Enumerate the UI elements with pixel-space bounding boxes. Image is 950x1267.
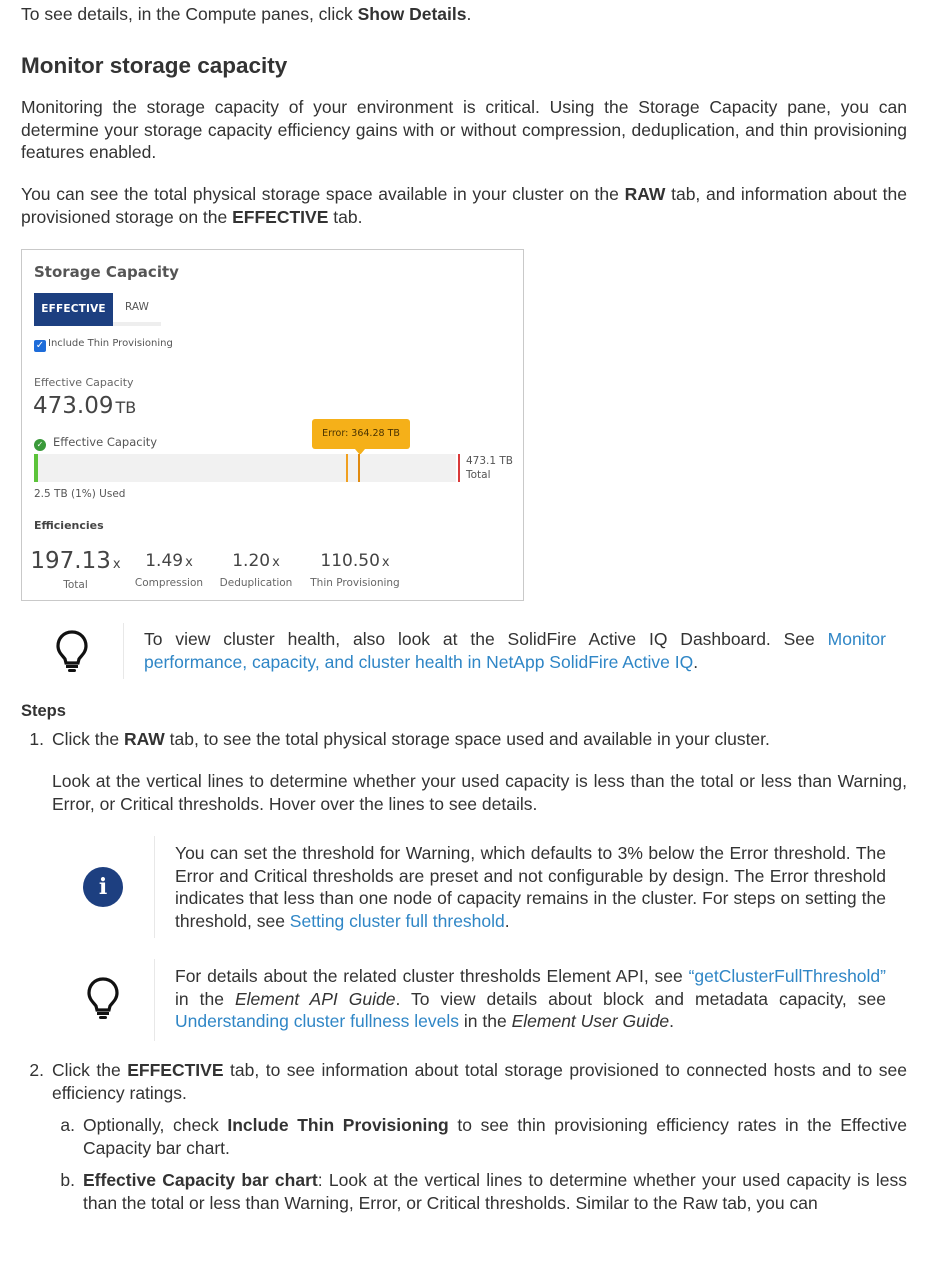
steps-heading: Steps xyxy=(21,702,66,720)
lightbulb-icon xyxy=(21,629,123,679)
step-number: 2. xyxy=(29,1060,44,1080)
efficiencies-heading: Efficiencies xyxy=(34,519,104,532)
metric-total: 197.13 x Total xyxy=(30,548,121,591)
capacity-tabs xyxy=(34,293,161,326)
capacity-legend: ✓ Effective Capacity xyxy=(34,434,157,451)
substep-letter: b. xyxy=(60,1170,75,1190)
storage-capacity-widget xyxy=(21,249,524,601)
effective-capacity-label: Effective Capacity xyxy=(34,376,134,389)
error-threshold-tooltip: Error: 364.28 TB xyxy=(312,419,410,449)
paragraph-monitoring: Monitoring the storage capacity of your environment is critical. Using the Storage Capacity pane, you can determine your storage capacity efficiency gains with or without compression, deduplication, and thin provisioning features enabled. xyxy=(21,97,907,162)
cluster-fullness-levels-link[interactable]: Understanding cluster fullness levels xyxy=(175,1011,460,1031)
check-circle-icon: ✓ xyxy=(34,439,46,451)
checkmark-icon: ✓ xyxy=(35,340,45,351)
substep-a-text: Optionally, check Include Thin Provisioning to see thin provisioning efficiency rates in the Effective Capacity bar chart. xyxy=(83,1115,907,1158)
total-capacity-line[interactable] xyxy=(458,454,460,482)
metric-deduplication: 1.20 x Deduplication xyxy=(219,551,293,589)
total-capacity-label: 473.1 TB Total xyxy=(466,455,514,481)
metric-compression: 1.49 x Compression xyxy=(134,551,204,589)
include-thin-provisioning-checkbox[interactable]: ✓ Include Thin Provisioning xyxy=(35,338,173,351)
widget-title: Storage Capacity xyxy=(34,263,179,281)
metric-thin-provisioning: 110.50 x Thin Provisioning xyxy=(310,551,400,589)
tip-admonition xyxy=(21,623,887,679)
step-1-text: Click the RAW tab, to see the total physical storage space used and available in your cluster. xyxy=(52,729,770,749)
note-text: You can set the threshold for Warning, which defaults to 3% below the Error threshold. The Error and Critical thresholds are preset and not configurable by design. The Error threshold indicates that less than one node of capacity remains in the cluster. For steps on setting the threshold, see Setting cluster full threshold. xyxy=(175,843,886,931)
info-icon: i xyxy=(52,867,154,907)
get-cluster-full-threshold-link[interactable]: “getClusterFullThreshold” xyxy=(688,966,886,986)
tip-admonition-2 xyxy=(52,959,887,1041)
used-capacity-label: 2.5 TB (1%) Used xyxy=(34,488,126,500)
note-admonition xyxy=(52,836,887,938)
step-2-text: Click the EFFECTIVE tab, to see information about total storage provisioned to connected hosts and to see efficiency ratings. xyxy=(52,1060,907,1103)
step-1-paragraph: Look at the vertical lines to determine whether your used capacity is less than the total or less than Warning, Error, or Critical thresholds. Hover over the lines to see details. xyxy=(52,771,907,814)
warning-threshold-line[interactable] xyxy=(346,454,348,482)
capacity-bar xyxy=(34,454,456,482)
tip-2-text: For details about the related cluster thresholds Element API, see “getClusterFullThreshold” in the Element API Guide. To view details about block and metadata capacity, see Understanding cluster fullness levels in the Element User Guide. xyxy=(175,966,886,1031)
paragraph-tabs: You can see the total physical storage space available in your cluster on the RAW tab, and information about the provisioned storage on the EFFECTIVE tab. xyxy=(21,184,907,227)
tab-effective[interactable]: EFFECTIVE xyxy=(34,293,113,326)
step-number: 1. xyxy=(29,729,44,749)
tab-raw[interactable]: RAW xyxy=(125,301,149,313)
intro-text: To see details, in the Compute panes, click Show Details. xyxy=(21,4,472,24)
active-iq-link[interactable]: Monitor performance, capacity, and cluster health in NetApp SolidFire Active IQ xyxy=(144,629,886,672)
tip-text: To view cluster health, also look at the SolidFire Active IQ Dashboard. See Monitor performance, capacity, and cluster health in NetApp SolidFire Active IQ. xyxy=(144,629,886,672)
substep-b-text: Effective Capacity bar chart: Look at the vertical lines to determine whether your used capacity is less than the total or less than Warning, Error, or Critical thresholds. Similar to the Raw tab, you can xyxy=(83,1170,907,1213)
substep-letter: a. xyxy=(60,1115,75,1135)
error-threshold-line[interactable] xyxy=(358,454,360,482)
used-capacity-fill xyxy=(34,454,38,482)
section-heading: Monitor storage capacity xyxy=(21,53,288,78)
effective-capacity-value: 473.09 TB xyxy=(33,393,137,419)
cluster-full-threshold-link[interactable]: Setting cluster full threshold xyxy=(289,910,505,931)
lightbulb-icon xyxy=(52,976,154,1026)
